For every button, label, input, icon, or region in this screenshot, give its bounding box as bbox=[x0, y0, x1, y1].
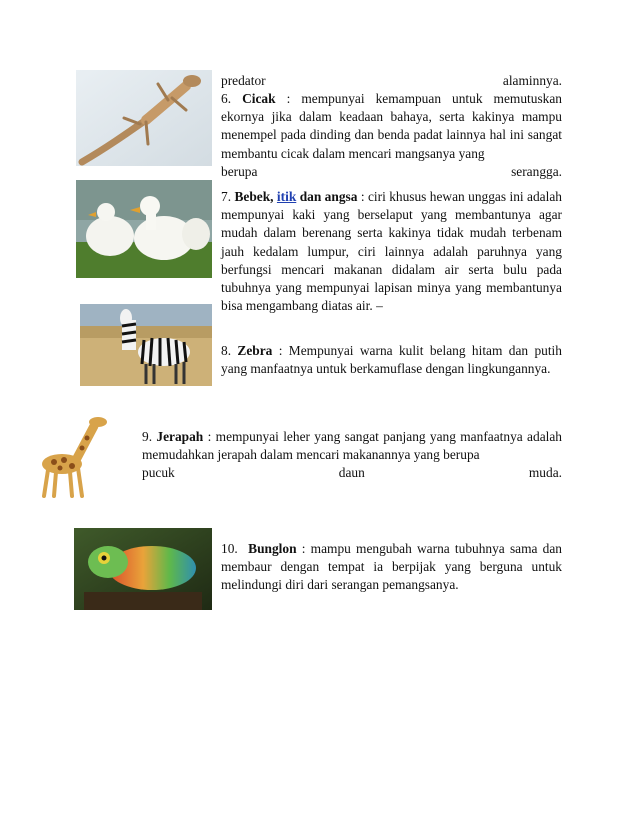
giraffe-photo bbox=[24, 412, 112, 500]
gecko-photo bbox=[76, 70, 212, 166]
item-number: 7. bbox=[221, 189, 232, 204]
zebra-description: : Mempunyai warna kulit belang hitam dan putih yang manfaatnya untuk berkamuflase dengan lingkungannya. bbox=[221, 343, 562, 377]
zebra-photo bbox=[80, 304, 212, 386]
paragraph-jerapah bbox=[142, 428, 562, 483]
paragraph-zebra bbox=[221, 342, 562, 378]
cicak-description: : mempunyai kemampuan untuk memutuskan ekornya jika dalam keadaan bahaya, serta kakinya mampu menempel pada dinding dan benda padat lainnya hal ini sangat membantu cicak dalam mencari mangsanya yang bbox=[221, 91, 562, 161]
paragraph-bunglon bbox=[221, 540, 562, 595]
word-predator: predator bbox=[221, 73, 266, 88]
paragraph-bebek bbox=[221, 188, 562, 315]
animal-title-bunglon: Bunglon bbox=[248, 541, 297, 556]
jerapah-word-muda: muda. bbox=[528, 465, 562, 481]
jerapah-word-pucuk: pucuk bbox=[142, 465, 175, 481]
jerapah-description: : mempunyai leher yang sangat panjang yang manfaatnya adalah memudahkan jerapah dalam mencari makanannya yang berupa bbox=[142, 429, 562, 463]
paragraph-5-tail bbox=[221, 72, 562, 90]
animal-title-zebra: Zebra bbox=[237, 343, 273, 358]
word-alaminnya: alaminnya. bbox=[502, 73, 562, 88]
bunglon-description: : mampu mengubah warna tubuhnya sama dan membaur dengan tempat ia berpijak yang berguna untuk melindungi diri dari serangan pemangsanya. bbox=[221, 541, 562, 593]
cicak-last-word-a: berupa bbox=[221, 163, 258, 179]
animal-title-cicak: Cicak bbox=[242, 91, 276, 106]
cicak-last-word-b: serangga. bbox=[511, 163, 562, 179]
ducks-photo bbox=[76, 180, 212, 278]
animal-title-jerapah: Jerapah bbox=[156, 429, 204, 444]
animal-title-bebek: Bebek, bbox=[234, 189, 274, 204]
jerapah-word-daun: daun bbox=[338, 465, 365, 481]
item-number: 10. bbox=[221, 541, 238, 556]
item-number: 9. bbox=[142, 429, 153, 444]
item-number: 8. bbox=[221, 343, 232, 358]
bebek-description: : ciri khusus hewan unggas ini adalah mempunyai kaki yang berselaput yang membantunya agar mudah dalam berenang serta kakinya tidak mudah terbenam jauh kedalam lumpur, ciri lainnya adalah paruhnya yang berfungsi mencari makanan didalam air serta bulu pada tubuhnya yang mempunyai lapisan minya yang membantunya bisa mengambang diatas air. – bbox=[221, 189, 562, 314]
item-number: 6. bbox=[221, 91, 232, 106]
animal-title-angsa: dan angsa bbox=[299, 189, 358, 204]
chameleon-photo bbox=[74, 528, 212, 610]
link-itik[interactable]: itik bbox=[276, 189, 297, 204]
paragraph-cicak bbox=[221, 90, 562, 181]
